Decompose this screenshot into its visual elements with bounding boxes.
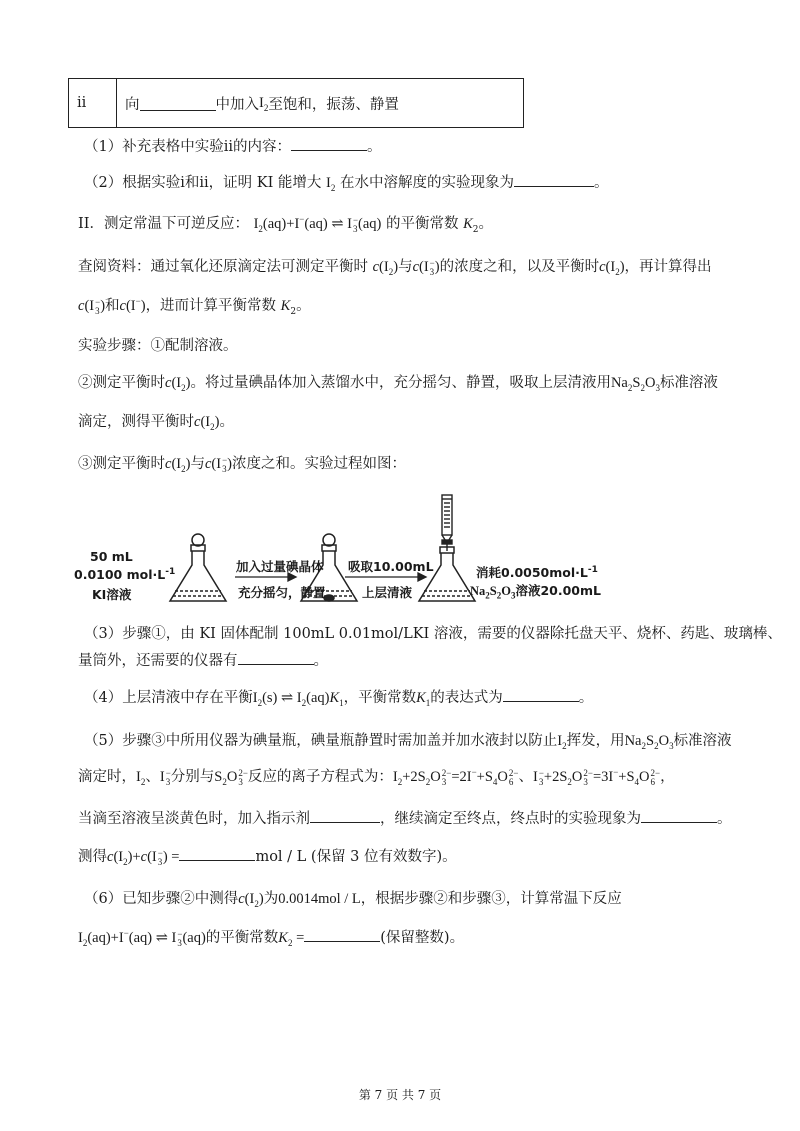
experiment-diagram xyxy=(70,493,610,613)
reference-line-2: c(I − 3 )和c(I−)，进而计算平衡常数 $K_2$。 xyxy=(78,296,311,317)
iodine-flask-1-icon xyxy=(170,534,226,601)
question-1: （1）补充表格中实验ii的内容： 。 xyxy=(84,136,382,158)
step-2-line-1: ②测定平衡时$c(I_2)$。将过量碘晶体加入蒸馏水中，充分摇匀、静置，吸取上层清液用$Na_2S_2O_3$标准溶液 xyxy=(78,375,718,393)
question-6-line-2: $I_2(aq)+I^-(aq)$ ⇌ I − 3 (aq)的平衡常数$K_2$ = (保留整数)。 xyxy=(78,928,465,948)
section-2-title: II．测定常温下可逆反应： $I_2(aq)+I^-(aq)$ ⇌ I − 3 (aq) 的平衡常数 $K_2$。 xyxy=(78,214,493,235)
left-label-volume: 50 mL xyxy=(90,549,133,564)
answer-blank[interactable] xyxy=(291,136,367,151)
answer-blank[interactable] xyxy=(503,687,579,702)
steps-label: 实验步骤：①配制溶液。 xyxy=(78,338,238,354)
answer-blank[interactable] xyxy=(140,96,216,111)
answer-blank[interactable] xyxy=(310,808,380,823)
answer-blank[interactable] xyxy=(641,808,717,823)
experiment-table xyxy=(68,78,524,128)
question-5-line-2: 滴定时，$I_2$、I − 3 分别与$S_2O$ 2− 3 反应的离子方程式为：$I_2+2S_2O$ 2− 3 $=2I^-+S_4O$ 2− 6 、I − 3 $+2S_2O$ 2− 3 $=3I^-+S_4O$ 2− 6 ， xyxy=(78,767,675,787)
answer-blank[interactable] xyxy=(514,172,594,187)
arrow-2-bottom-label: 上层清液 xyxy=(362,585,413,600)
answer-blank[interactable] xyxy=(179,846,255,861)
right-label-solution: $Na_2S_2O_3$溶液20.00mL xyxy=(470,583,601,601)
table-row-content: 向 中加入 $I_2$ 至饱和，振荡、静置 xyxy=(125,94,399,113)
step-2-line-2: 滴定，测得平衡时$c(I_2)$。 xyxy=(78,414,234,432)
table-row-id: ii xyxy=(69,79,117,127)
question-3-line-1: （3）步骤①，由 KI 固体配制 100mL 0.01mol/LKI 溶液，需要的仪器除托盘天平、烧杯、药匙、玻璃棒、 xyxy=(84,626,782,642)
question-2: （2）根据实验i和ii，证明 KI 能增大 $I_2$ 在水中溶解度的实验现象为 。 xyxy=(84,172,608,194)
arrow-1-top-label: 加入过量碘晶体 xyxy=(236,559,324,574)
question-3-line-2: 量筒外，还需要的仪器有 。 xyxy=(78,650,328,672)
reference-line-1: 查阅资料：通过氧化还原滴定法可测定平衡时 $c(I_2)$与c(I − 3 )的浓度之和，以及平衡时$c(I_2)$，再计算得出 xyxy=(78,257,712,277)
left-label-concentration: 0.0100 $mol\cdot L^{-1}$ xyxy=(74,566,176,582)
burette-icon xyxy=(442,495,452,551)
page-footer: 第 7 页 共 7 页 xyxy=(358,1088,442,1102)
right-label-consumption: 消耗$0.0050mol\cdot L^{-1}$ xyxy=(476,564,598,580)
step-3-line: ③测定平衡时$c(I_2)$与c(I − 3 )浓度之和。实验过程如图： xyxy=(78,454,406,474)
question-5-line-1: （5）步骤③中所用仪器为碘量瓶，碘量瓶静置时需加盖并加水液封以防止$I_2$挥发，用$Na_2S_2O_3$标准溶液 xyxy=(84,733,732,751)
arrow-2-top-label: 吸取10.00mL xyxy=(348,559,434,574)
question-5-line-4: 测得$c(I_2)+c(I$ − 3 ) = mol / L (保留 3 位有效数字)。 xyxy=(78,847,457,867)
question-5-line-3: 当滴至溶液呈淡黄色时，加入指示剂 ，继续滴定至终点，终点时的实验现象为 。 xyxy=(78,808,732,830)
arrow-1-bottom-label: 充分摇匀，静置 xyxy=(238,585,326,600)
question-6-line-1: （6）已知步骤②中测得$c(I_2)$为0.0014mol / L，根据步骤②和步骤③，计算常温下反应 xyxy=(84,891,622,909)
left-label-solution: KI溶液 xyxy=(92,587,132,602)
answer-blank[interactable] xyxy=(238,650,314,665)
question-4: （4）上层清液中存在平衡$I_2(s)$ ⇌ $I_2(aq)K_1$，平衡常数$K_1$的表达式为 。 xyxy=(84,687,593,709)
answer-blank[interactable] xyxy=(304,927,380,942)
